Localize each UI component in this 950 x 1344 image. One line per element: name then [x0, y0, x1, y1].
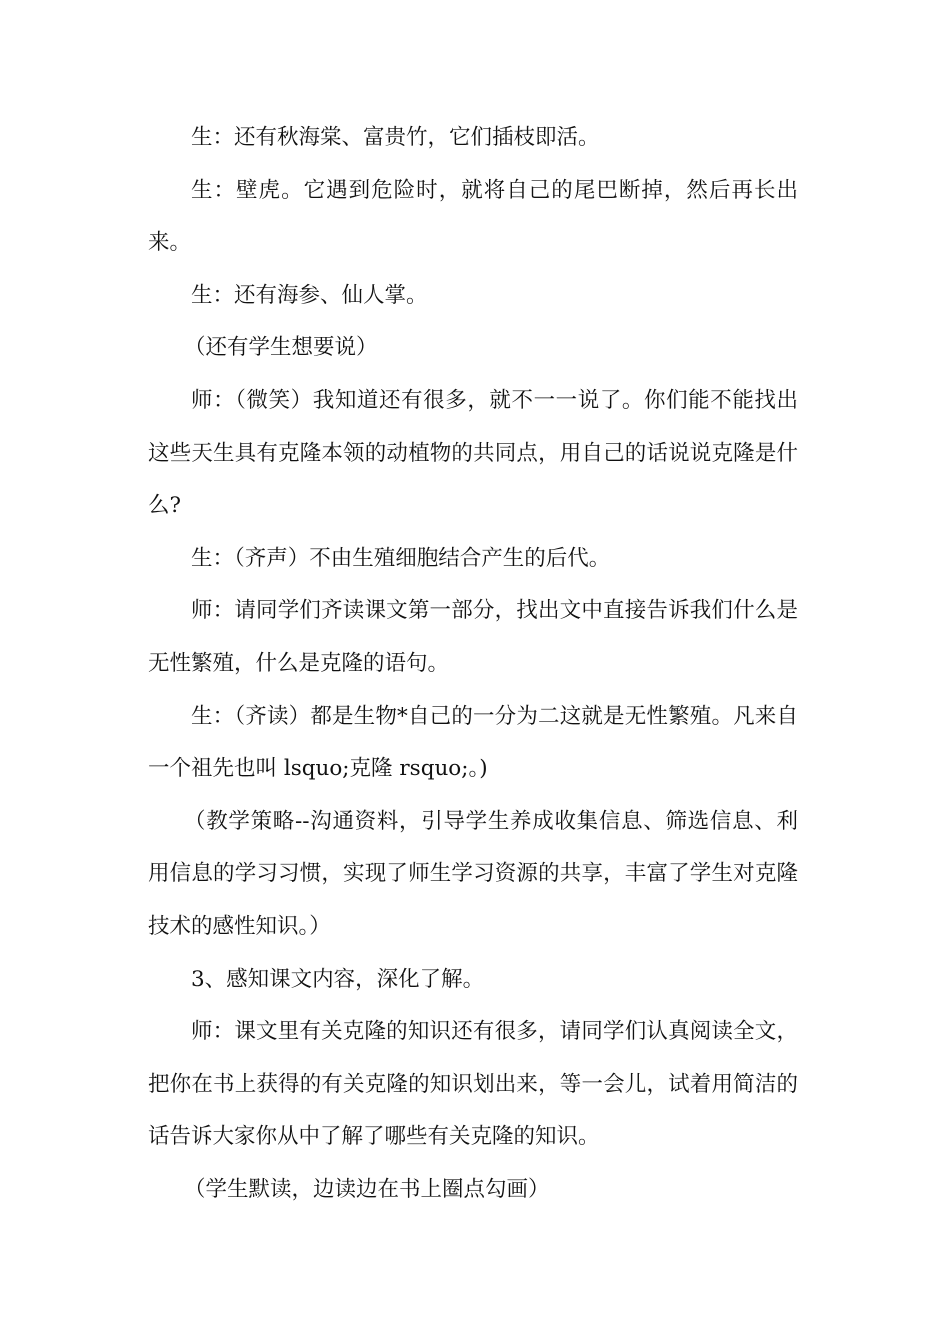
paragraph: 3、感知课文内容，深化了解。 [191, 966, 485, 992]
paragraph: 生：还有秋海棠、富贵竹，它们插枝即活。 [191, 125, 600, 150]
paragraph: 生：（齐读）都是生物*自己的一分为二这就是无性繁殖。凡来自一个祖先也叫 lsquo;克隆 rsquo;。) [148, 703, 798, 782]
paragraph: 师：请同学们齐读课文第一部分，找出文中直接告诉我们什么是无性繁殖，什么是克隆的语句。 [148, 598, 798, 676]
paragraph: 师：（微笑）我知道还有很多，就不一一说了。你们能不能找出这些天生具有克隆本领的动植物的共同点，用自己的话说说克隆是什么? [148, 387, 798, 519]
paragraph: （教学策略--沟通资料，引导学生养成收集信息、筛选信息、利用信息的学习习惯，实现了师生学习资源的共享，丰富了学生对克隆技术的感性知识。） [148, 808, 798, 939]
paragraph: 生：还有海参、仙人掌。 [191, 282, 428, 308]
paragraph: 生：壁虎。它遇到危险时，就将自己的尾巴断掉，然后再长出来。 [148, 177, 798, 256]
paragraph: （学生默读，边读边在书上圈点勾画） [184, 1176, 550, 1202]
paragraph: 生：（齐声）不由生殖细胞结合产生的后代。 [191, 545, 611, 571]
paragraph: （还有学生想要说） [184, 335, 378, 361]
document-body [148, 112, 798, 1216]
paragraph: 师：课文里有关克隆的知识还有很多，请同学们认真阅读全文，把你在书上获得的有关克隆的知识划出来，等一会儿，试着用简洁的话告诉大家你从中了解了哪些有关克隆的知识。 [148, 1019, 798, 1150]
